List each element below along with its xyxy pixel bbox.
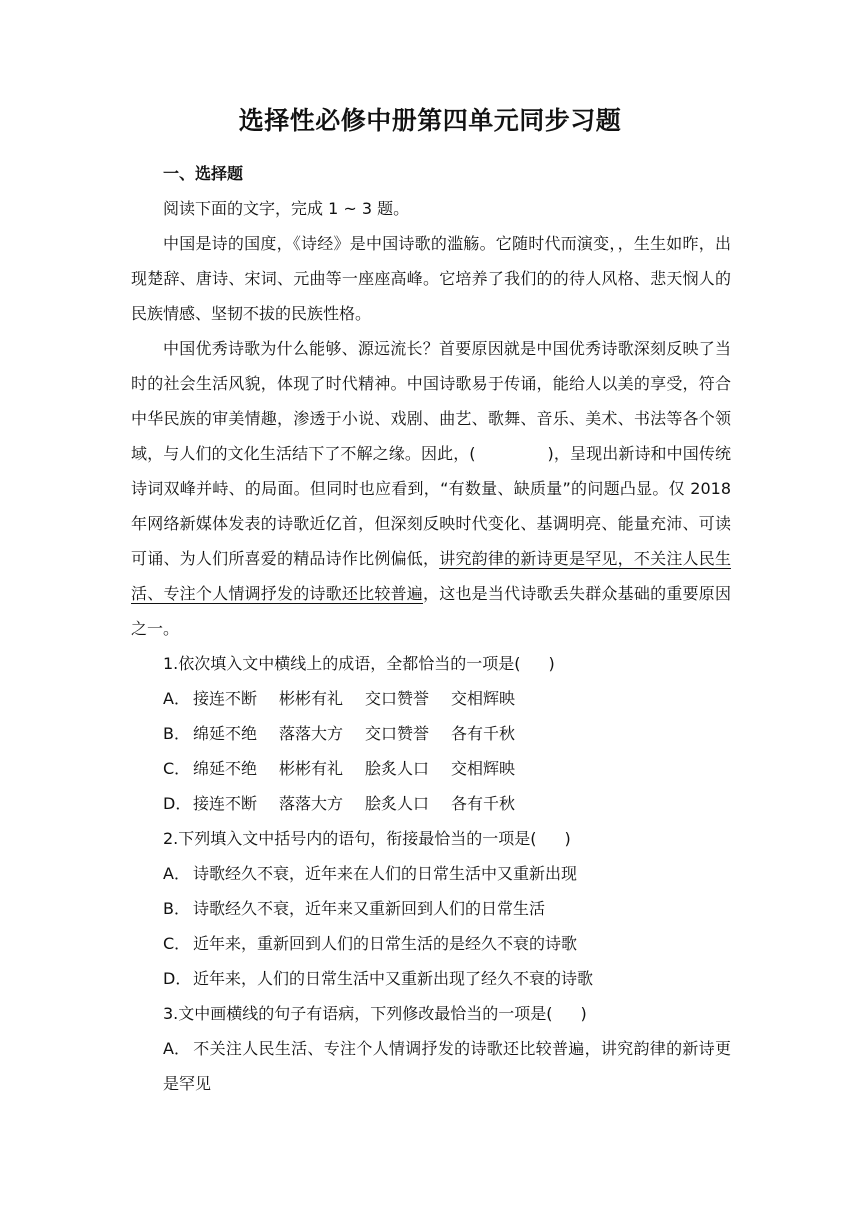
option-2b: B． 诗歌经久不衰，近年来又重新回到人们的日常生活 [163,899,546,918]
option-1d: D． 接连不断 落落大方 脍炙人口 各有千秋 [163,794,516,813]
passage-text: )，呈现出新诗和中国传统诗词双峰并峙、的局面。但同时也应看到，“有数量、缺质量”的问题凸显。仅 2018 年网络新媒体发表的诗歌近亿首，但深刻反映时代变化、基调明亮、能量充沛、可读可诵、为人们所喜爱的精品诗作比例偏低， [131,444,731,568]
passage-text: 中国优秀诗歌为什么能够、源远流长？首要原因就是中国优秀诗歌深刻反映了当时的社会生活风貌，体现了时代精神。中国诗歌易于传诵，能给人以美的享受，符合中华民族的审美情趣，渗透于小说、戏剧、曲艺、歌舞、音乐、美术、书法等各个领域，与人们的文化生活结下了不解之缘。因此，( [131,339,731,463]
question-stem-3: 3.文中画横线的句子有语病，下列修改最恰当的一项是( ) [163,1004,587,1023]
underlined-sentence: 讲究韵律的新诗更是罕见，不关注人民生活、专注个人情调抒发的诗歌还比较普遍 [131,549,731,603]
option-2c: C． 近年来，重新回到人们的日常生活的是经久不衰的诗歌 [163,934,578,953]
option-1b: B． 绵延不绝 落落大方 交口赞誉 各有千秋 [163,724,516,743]
section-heading: 一、选择题 [163,164,244,183]
option-1a: A． 接连不断 彬彬有礼 交口赞誉 交相辉映 [163,689,516,708]
option-1c: C． 绵延不绝 彬彬有礼 脍炙人口 交相辉映 [163,759,516,778]
passage-text: ，这也是当代诗歌丢失群众基础的重要原因之一。 [131,584,731,638]
passage-paragraph-1: 中国是诗的国度，《诗经》是中国诗歌的滥觞。它随时代而演变，，生生如昨，出现楚辞、唐诗、宋词、元曲等一座座高峰。它培养了我们的的待人风格、悲天悯人的民族情感、坚韧不拔的民族性格。 [131,234,731,323]
reading-instruction: 阅读下面的文字，完成 1 ~ 3 题。 [163,199,410,218]
document-body [131,156,731,1101]
question-stem-2: 2.下列填入文中括号内的语句，衔接最恰当的一项是( ) [163,829,571,848]
question-stem-1: 1.依次填入文中横线上的成语，全都恰当的一项是( ) [163,654,555,673]
option-2d: D． 近年来，人们的日常生活中又重新出现了经久不衰的诗歌 [163,969,594,988]
passage-paragraph-2 [131,331,731,646]
option-3a: A． 不关注人民生活、专注个人情调抒发的诗歌还比较普遍，讲究韵律的新诗更是罕见 [163,1039,731,1093]
page-title: 选择性必修中册第四单元同步习题 [238,106,622,135]
option-2a: A． 诗歌经久不衰，近年来在人们的日常生活中又重新出现 [163,864,578,883]
